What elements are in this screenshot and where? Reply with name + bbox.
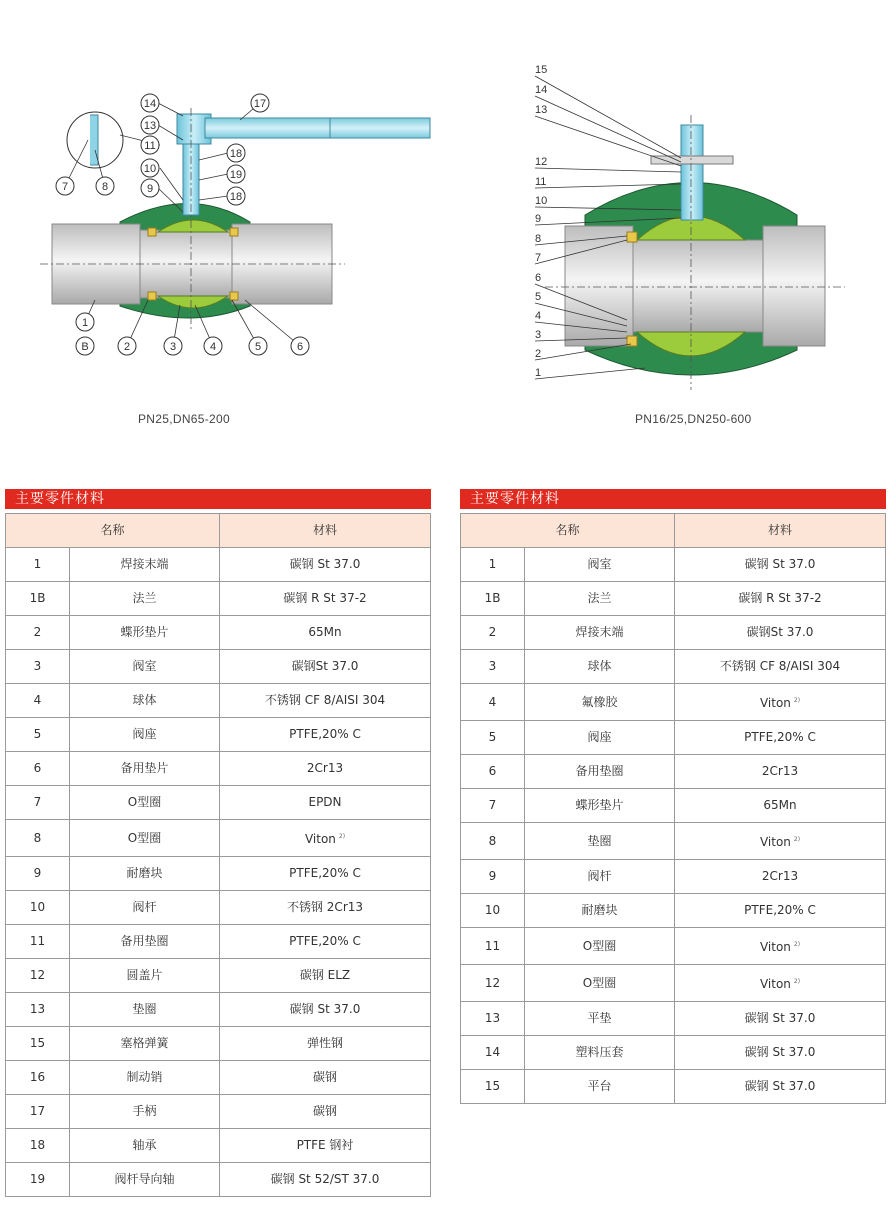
- part-name: 焊接末端: [70, 548, 220, 582]
- part-material: [220, 752, 431, 786]
- table-row: [461, 548, 886, 582]
- part-material: [220, 650, 431, 684]
- part-material: [675, 1002, 886, 1036]
- svg-text:6: 6: [296, 341, 304, 353]
- table-row: [6, 857, 431, 891]
- material-text: 碳钢: [313, 1104, 338, 1118]
- part-number: 11: [6, 925, 70, 959]
- callout-r1: 1: [535, 367, 542, 379]
- svg-text:13: 13: [143, 120, 157, 132]
- material-text: 碳钢 St 52/ST 37.0: [270, 1172, 380, 1186]
- part-name: 阀室: [525, 548, 675, 582]
- part-number: 15: [461, 1070, 525, 1104]
- callout-2: [118, 337, 136, 355]
- part-material: [675, 789, 886, 823]
- material-text: PTFE,20% C: [289, 866, 361, 880]
- part-material: [675, 1036, 886, 1070]
- callout-r4: 4: [535, 310, 542, 322]
- material-text: Viton: [304, 832, 336, 846]
- svg-text:10: 10: [143, 163, 157, 175]
- material-text: Viton: [759, 940, 791, 954]
- left-diagram-caption: PN25,DN65-200: [138, 412, 230, 426]
- part-number: 2: [461, 616, 525, 650]
- part-material: [675, 548, 886, 582]
- part-number: 12: [461, 965, 525, 1002]
- part-number: 18: [6, 1129, 70, 1163]
- part-name: 塞格弹簧: [70, 1027, 220, 1061]
- svg-text:1: 1: [81, 317, 89, 329]
- callout-3: [164, 337, 182, 355]
- svg-text:3: 3: [169, 341, 177, 353]
- part-number: 6: [6, 752, 70, 786]
- table-row: [6, 1163, 431, 1197]
- table-row: [461, 684, 886, 721]
- part-number: 3: [461, 650, 525, 684]
- table-row: [6, 548, 431, 582]
- table-row: [6, 820, 431, 857]
- callout-B: [76, 337, 94, 355]
- material-text: Viton: [759, 696, 791, 710]
- svg-text:8: 8: [101, 181, 109, 193]
- part-material: [220, 959, 431, 993]
- part-number: 9: [6, 857, 70, 891]
- table-row: [461, 928, 886, 965]
- left-valve-drawing: [0, 0, 445, 400]
- callout-r10: 10: [535, 195, 548, 207]
- callout-4: [204, 337, 222, 355]
- material-text: PTFE,20% C: [744, 903, 816, 917]
- part-number: 10: [461, 894, 525, 928]
- right-valve-drawing: [445, 0, 891, 400]
- part-number: 3: [6, 650, 70, 684]
- table-row: [461, 582, 886, 616]
- part-name: O型圈: [525, 928, 675, 965]
- material-text: 不锈钢 CF 8/AISI 304: [264, 693, 386, 707]
- part-material: [220, 857, 431, 891]
- part-name: 圆盖片: [70, 959, 220, 993]
- table-row: [461, 650, 886, 684]
- callout-10: [141, 159, 159, 177]
- table-row: [461, 616, 886, 650]
- callout-r11: 11: [535, 176, 547, 188]
- left-materials-table: [5, 513, 431, 1197]
- left-materials-panel: [5, 489, 431, 1197]
- part-number: 13: [461, 1002, 525, 1036]
- part-number: 16: [6, 1061, 70, 1095]
- part-material: [220, 1061, 431, 1095]
- part-number: 7: [461, 789, 525, 823]
- callout-r7: 7: [535, 252, 542, 264]
- part-name: 阀座: [70, 718, 220, 752]
- part-number: 1B: [6, 582, 70, 616]
- part-name: 平垫: [525, 1002, 675, 1036]
- part-material: [220, 616, 431, 650]
- part-material: [675, 582, 886, 616]
- material-text: 碳钢St 37.0: [746, 625, 814, 639]
- part-material: [675, 860, 886, 894]
- callout-r15: 15: [535, 64, 548, 76]
- part-number: 1: [6, 548, 70, 582]
- part-name: 备用垫圈: [70, 925, 220, 959]
- svg-text:5: 5: [254, 341, 262, 353]
- callout-r3: 3: [535, 329, 542, 341]
- material-text: 碳钢 R St 37-2: [738, 591, 822, 605]
- part-material: [675, 1070, 886, 1104]
- material-text: 碳钢: [313, 1070, 338, 1084]
- table-row: [461, 823, 886, 860]
- part-number: 7: [6, 786, 70, 820]
- table-row: [6, 993, 431, 1027]
- table-header-row: [461, 514, 886, 548]
- part-material: [220, 1163, 431, 1197]
- callout-5: [249, 337, 267, 355]
- part-number: 17: [6, 1095, 70, 1129]
- material-text: 不锈钢 CF 8/AISI 304: [719, 659, 841, 673]
- left-valve-diagram: [0, 0, 445, 400]
- material-text: 碳钢 St 37.0: [744, 557, 816, 571]
- table-row: [6, 1129, 431, 1163]
- part-material: [675, 965, 886, 1002]
- part-name: 阀室: [70, 650, 220, 684]
- right-materials-panel: [460, 489, 886, 1104]
- callout-r12: 12: [535, 156, 548, 168]
- svg-text:B: B: [81, 341, 89, 353]
- table-row: [461, 894, 886, 928]
- part-material: [675, 721, 886, 755]
- part-name: 球体: [525, 650, 675, 684]
- part-name: 蝶形垫片: [525, 789, 675, 823]
- part-name: 阀杆: [70, 891, 220, 925]
- part-name: 法兰: [525, 582, 675, 616]
- callout-r9: 9: [535, 213, 542, 225]
- svg-text:18: 18: [229, 148, 243, 160]
- table-row: [6, 891, 431, 925]
- header-material: 材料: [675, 514, 886, 548]
- table-row: [461, 860, 886, 894]
- right-diagram-caption: PN16/25,DN250-600: [635, 412, 752, 426]
- table-row: [461, 1036, 886, 1070]
- part-number: 9: [461, 860, 525, 894]
- part-name: 轴承: [70, 1129, 220, 1163]
- callout-r6: 6: [535, 272, 542, 284]
- callout-18a: [227, 144, 245, 162]
- svg-text:2: 2: [123, 341, 131, 353]
- table-row: [6, 650, 431, 684]
- part-name: O型圈: [70, 820, 220, 857]
- part-material: [220, 925, 431, 959]
- part-material: [220, 684, 431, 718]
- material-text: 2Cr13: [761, 869, 799, 883]
- material-text: 碳钢 St 37.0: [289, 557, 361, 571]
- part-name: 氟橡胶: [525, 684, 675, 721]
- part-number: 6: [461, 755, 525, 789]
- table-row: [6, 752, 431, 786]
- material-text: PTFE,20% C: [744, 730, 816, 744]
- material-text: PTFE,20% C: [289, 727, 361, 741]
- material-text: 不锈钢 2Cr13: [286, 900, 364, 914]
- header-name: 名称: [461, 514, 675, 548]
- callout-19: [227, 165, 245, 183]
- part-material: [220, 820, 431, 857]
- material-text: 碳钢 St 37.0: [744, 1011, 816, 1025]
- right-valve-diagram: [445, 0, 891, 400]
- part-number: 8: [6, 820, 70, 857]
- part-material: [675, 616, 886, 650]
- table-row: [6, 718, 431, 752]
- part-name: O型圈: [525, 965, 675, 1002]
- svg-text:11: 11: [144, 140, 156, 152]
- part-name: 垫圈: [525, 823, 675, 860]
- part-material: [220, 1095, 431, 1129]
- header-name: 名称: [6, 514, 220, 548]
- part-material: [220, 718, 431, 752]
- callout-r13: 13: [535, 104, 548, 116]
- material-text: 2Cr13: [761, 764, 799, 778]
- callout-14: [141, 94, 159, 112]
- part-name: 阀杆: [525, 860, 675, 894]
- part-number: 14: [461, 1036, 525, 1070]
- callout-8: [96, 177, 114, 195]
- part-number: 13: [6, 993, 70, 1027]
- right-table-body: [461, 548, 886, 1104]
- callout-r5: 5: [535, 291, 542, 303]
- callout-18b: [227, 187, 245, 205]
- callout-11: [141, 136, 159, 154]
- table-row: [6, 616, 431, 650]
- part-material: [675, 755, 886, 789]
- callout-13: [141, 116, 159, 134]
- part-name: 平台: [525, 1070, 675, 1104]
- material-text: PTFE 钢衬: [296, 1138, 354, 1152]
- left-table-title: 主要零件材料: [5, 489, 431, 509]
- right-callouts: [535, 64, 547, 379]
- right-table-title: 主要零件材料: [460, 489, 886, 509]
- part-name: 手柄: [70, 1095, 220, 1129]
- part-number: 10: [6, 891, 70, 925]
- material-text: PTFE,20% C: [289, 934, 361, 948]
- callout-6: [291, 337, 309, 355]
- table-row: [6, 1095, 431, 1129]
- footnote-marker: 2): [793, 836, 801, 843]
- part-name: 阀座: [525, 721, 675, 755]
- part-number: 8: [461, 823, 525, 860]
- footnote-marker: 2): [338, 833, 346, 840]
- part-number: 15: [6, 1027, 70, 1061]
- part-name: 制动销: [70, 1061, 220, 1095]
- table-row: [461, 789, 886, 823]
- header-material: 材料: [220, 514, 431, 548]
- callout-7: [56, 177, 74, 195]
- part-name: 耐磨块: [525, 894, 675, 928]
- part-name: 阀杆导向轴: [70, 1163, 220, 1197]
- table-row: [461, 965, 886, 1002]
- part-number: 19: [6, 1163, 70, 1197]
- material-text: 碳钢 St 37.0: [289, 1002, 361, 1016]
- part-name: 垫圈: [70, 993, 220, 1027]
- part-material: [675, 650, 886, 684]
- part-name: 耐磨块: [70, 857, 220, 891]
- callout-1: [76, 313, 94, 331]
- material-text: Viton: [759, 835, 791, 849]
- svg-text:18: 18: [229, 191, 243, 203]
- part-material: [675, 928, 886, 965]
- svg-text:19: 19: [229, 169, 243, 181]
- part-name: 塑料压套: [525, 1036, 675, 1070]
- callout-9: [141, 179, 159, 197]
- material-text: 碳钢St 37.0: [291, 659, 359, 673]
- part-name: 备用垫圈: [525, 755, 675, 789]
- table-row: [6, 959, 431, 993]
- svg-text:7: 7: [61, 181, 69, 193]
- footnote-marker: 2): [793, 978, 801, 985]
- part-name: 蝶形垫片: [70, 616, 220, 650]
- svg-text:14: 14: [143, 98, 157, 110]
- right-materials-table: [460, 513, 886, 1104]
- material-text: 65Mn: [763, 798, 797, 812]
- table-row: [461, 721, 886, 755]
- part-name: 球体: [70, 684, 220, 718]
- table-row: [6, 684, 431, 718]
- part-material: [220, 548, 431, 582]
- table-row: [6, 1061, 431, 1095]
- footnote-marker: 2): [793, 941, 801, 948]
- part-material: [220, 1027, 431, 1061]
- table-row: [461, 1002, 886, 1036]
- svg-text:4: 4: [209, 341, 217, 353]
- part-material: [220, 786, 431, 820]
- table-row: [6, 582, 431, 616]
- part-material: [220, 582, 431, 616]
- part-material: [220, 1129, 431, 1163]
- part-number: 11: [461, 928, 525, 965]
- table-row: [6, 786, 431, 820]
- callout-r8: 8: [535, 233, 542, 245]
- material-text: 碳钢 ELZ: [299, 968, 351, 982]
- part-material: [675, 684, 886, 721]
- part-number: 12: [6, 959, 70, 993]
- left-table-body: [6, 548, 431, 1197]
- table-row: [6, 925, 431, 959]
- part-name: 焊接末端: [525, 616, 675, 650]
- footnote-marker: 2): [793, 697, 801, 704]
- part-material: [675, 894, 886, 928]
- part-name: 法兰: [70, 582, 220, 616]
- part-number: 1B: [461, 582, 525, 616]
- part-number: 1: [461, 548, 525, 582]
- table-row: [461, 755, 886, 789]
- svg-text:9: 9: [146, 183, 154, 195]
- table-header-row: [6, 514, 431, 548]
- material-text: 碳钢 St 37.0: [744, 1045, 816, 1059]
- part-number: 5: [6, 718, 70, 752]
- part-number: 4: [6, 684, 70, 718]
- material-text: 65Mn: [308, 625, 342, 639]
- part-material: [220, 891, 431, 925]
- part-number: 4: [461, 684, 525, 721]
- part-name: O型圈: [70, 786, 220, 820]
- part-material: [220, 993, 431, 1027]
- callout-r2: 2: [535, 348, 542, 360]
- part-name: 备用垫片: [70, 752, 220, 786]
- material-text: 弹性钢: [307, 1036, 344, 1050]
- part-number: 2: [6, 616, 70, 650]
- material-text: 碳钢 R St 37-2: [283, 591, 367, 605]
- callout-17: [251, 94, 269, 112]
- material-text: EPDN: [308, 795, 342, 809]
- material-text: 2Cr13: [306, 761, 344, 775]
- part-number: 5: [461, 721, 525, 755]
- table-row: [461, 1070, 886, 1104]
- material-text: Viton: [759, 977, 791, 991]
- callout-r14: 14: [535, 84, 548, 96]
- part-material: [675, 823, 886, 860]
- material-text: 碳钢 St 37.0: [744, 1079, 816, 1093]
- table-row: [6, 1027, 431, 1061]
- svg-text:17: 17: [253, 98, 267, 110]
